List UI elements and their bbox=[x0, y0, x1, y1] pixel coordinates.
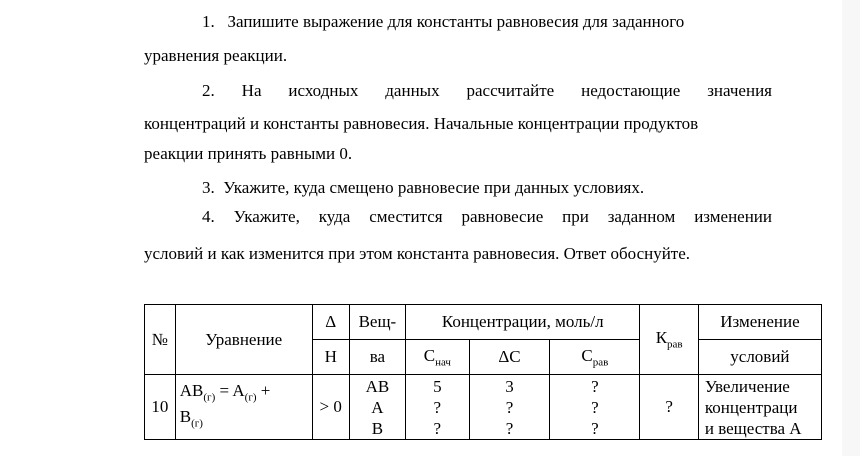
instruction-2-line-2: концентраций и константы равновесия. Начальные концентрации продуктов bbox=[144, 114, 699, 133]
header-concentrations: Концентрации, моль/л bbox=[406, 305, 640, 340]
header-dh-bottom: Н bbox=[312, 340, 349, 375]
row-dh: > 0 bbox=[312, 375, 349, 440]
row-delta-c: 3 ? ? bbox=[469, 375, 550, 440]
header-delta-c: ΔС bbox=[469, 340, 550, 375]
left-margin bbox=[0, 0, 144, 456]
instruction-4-line-1: 4. Укажите, куда сместится равновесие при заданном изменении bbox=[202, 207, 773, 226]
header-c-start: $С_{нач}$ bbox=[406, 340, 470, 375]
row-change: Увеличение концентраци и вещества А bbox=[698, 375, 821, 440]
row-c-eq: ? ? ? bbox=[550, 375, 640, 440]
instruction-1-line-2: уравнения реакции. bbox=[144, 46, 288, 65]
instruction-4-line-2: условий и как изменится при этом константа равновесия. Ответ обоснуйте. bbox=[144, 244, 691, 263]
row-c-start: 5 ? ? bbox=[406, 375, 470, 440]
header-num: № bbox=[145, 305, 176, 375]
header-dh-top: Δ bbox=[312, 305, 349, 340]
row-equation: $AB_{(г)} = A_{(г)}$ + $B_{(г)}$ bbox=[175, 375, 312, 440]
instruction-1-line-1: 1. Запишите выражение для константы равновесия для заданного bbox=[202, 12, 685, 31]
instruction-3: 3. Укажите, куда смещено равновесие при данных условиях. bbox=[202, 178, 645, 197]
header-substance-bottom: ва bbox=[349, 340, 405, 375]
header-equation: Уравнение bbox=[175, 305, 312, 375]
data-table bbox=[144, 304, 822, 440]
row-substances: AB A B bbox=[349, 375, 405, 440]
document-page bbox=[144, 0, 824, 456]
row-k: ? bbox=[640, 375, 698, 440]
instruction-2-line-1: 2. На исходных данных рассчитайте недостающие значения bbox=[202, 81, 772, 100]
header-k: $К_{рав}$ bbox=[640, 305, 698, 375]
instruction-2-line-3: реакции принять равными 0. bbox=[144, 144, 353, 163]
table-row bbox=[145, 375, 822, 440]
right-margin bbox=[842, 0, 860, 456]
header-substance-top: Вещ- bbox=[349, 305, 405, 340]
header-change-top: Изменение bbox=[698, 305, 821, 340]
header-change-bottom: условий bbox=[698, 340, 821, 375]
header-c-eq: $С_{рав}$ bbox=[550, 340, 640, 375]
row-num: 10 bbox=[145, 375, 176, 440]
